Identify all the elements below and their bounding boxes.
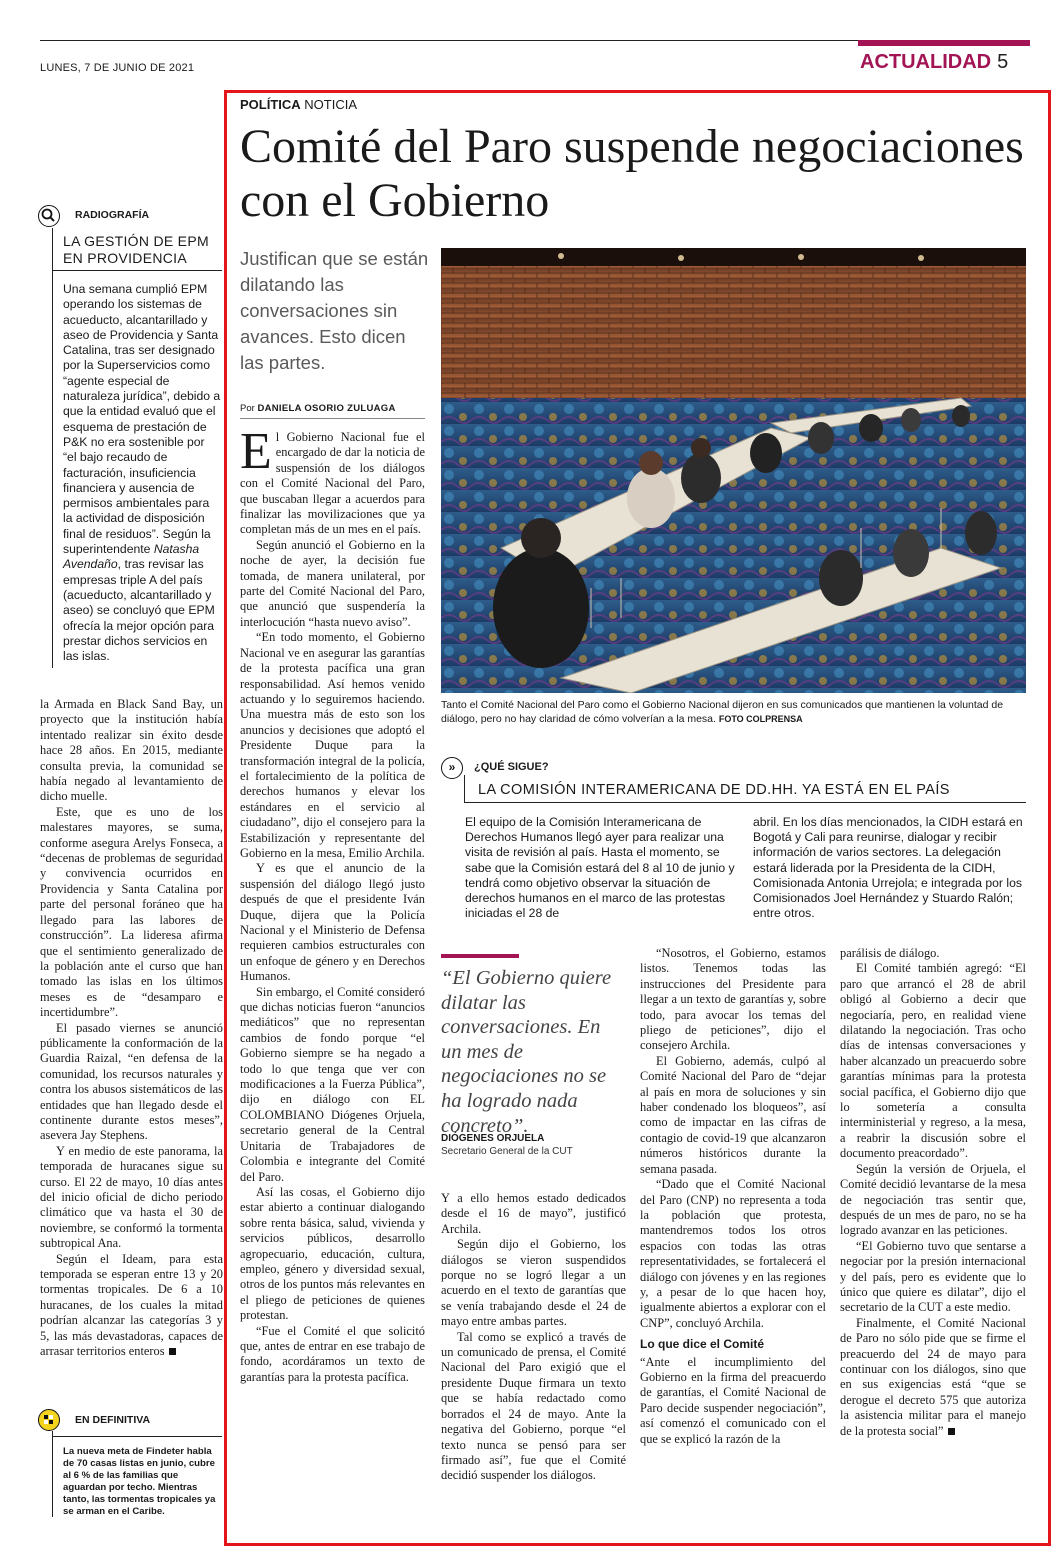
end-of-article-mark (948, 1428, 955, 1435)
radiografia-person: Natasha Avendaño (63, 542, 200, 572)
checker-icon (38, 1409, 60, 1431)
kicker-type: NOTICIA (304, 97, 358, 112)
article-column-2 (441, 1191, 626, 1484)
article-column-4 (840, 946, 1026, 1439)
en-definitiva-label: EN DEFINITIVA (75, 1414, 151, 1426)
checker-glyph (39, 1410, 58, 1429)
que-sigue-rule-vertical (464, 775, 465, 803)
section-header (860, 51, 1008, 74)
byline-prefix: Por (240, 403, 255, 414)
paragraph: El Gobierno Nacional fue el encargado de dar la noticia de suspensión de los diálogos con el Comité Nacional del Paro, que buscaban llegar a acuerdos para finalizar las movilizaciones que ya completan más de un mes en el país. (240, 423, 425, 537)
que-sigue-title: LA COMISIÓN INTERAMERICANA DE DD.HH. YA ESTÁ EN EL PAÍS (478, 782, 950, 798)
que-sigue-label: ¿QUÉ SIGUE? (474, 761, 549, 773)
paragraph: Según anunció el Gobierno en la noche de ayer, la decisión fue tomada, de manera unilateral, por parte del Comité Nacional del Paro, que anunció que suspendería la interlocución “hasta nuevo aviso”. (240, 537, 425, 629)
article-column-3 (640, 946, 826, 1447)
meeting-hall-photo (441, 248, 1026, 693)
paragraph: “Dado que el Comité Nacional del Paro (CNP) no representa a toda la población que protesta, mantendremos todos los otros espacios con todas las otras representatividades, se fortalecerá el diálogo con jóvenes y en las regiones y, a pesar de lo que hacen hoy, igualmente abiertos a explorar con el CNP”, concluyó Archila. (640, 1177, 826, 1330)
paragraph: la Armada en Black Sand Bay, un proyecto que la institución había intentado realizar sin éxito desde hace 28 años. En 2015, mediante consulta previa, la comunidad se había negado al levantamiento de dicho muelle. (40, 697, 223, 804)
section-name: ACTUALIDAD (860, 51, 992, 73)
paragraph: “Fue el Comité el que solicitó que, antes de entrar en ese trabajo de fondo, acordáramos un texto de garantías para la protesta pacífica. (240, 1323, 425, 1384)
paragraph: Así las cosas, el Gobierno dijo estar abierto a continuar dialogando sobre renta básica, salud, vivienda y servicios públicos, desarrollo agropecuario, educación, cultura, empleo, género y diversidad sexual, otros de los puntos más relevantes en el pliego de peticiones de quienes protestan. (240, 1184, 425, 1323)
caption-text: Tanto el Comité Nacional del Paro como el Gobierno Nacional dijeron en sus comunicados que mantienen la voluntad de diálogo, pero no hay claridad de cómo volverían a la mesa. (441, 699, 1004, 725)
paragraph: “Nosotros, el Gobierno, estamos listos. Tenemos todas las instrucciones del Presidente para llegar a un texto de garantías y, sobre todo, para avocar los temas del pliego de peticiones”, dijo el consejero Archila. (640, 946, 826, 1053)
article-lead: Justifican que se están dilatando las conversaciones sin avances. Esto dicen las partes. (240, 248, 429, 373)
paragraph: Este, que es uno de los malestares mayores, se suma, conforme asegura Arelys Fonseca, a “decenas de problemas de seguridad y convivencia ocurridos en Providencia y Santa Catalina por parte del personal foráneo que ha llegado para las labores de construcción”. La lideresa afirma que el sentimiento generalizado de la población ante el curso que han tomado las islas en los últimos meses es de “desamparo e incertidumbre”. (40, 804, 223, 1020)
paragraph: Finalmente, el Comité Nacional de Paro no sólo pide que se firme el preacuerdo del 24 de mayo para continuar con los diálogos, sino que en sus exigencias está “que se derogue el decreto 575 que autoriza la asistencia militar para el manejo de la protesta social” (840, 1315, 1026, 1438)
paragraph: Según dijo el Gobierno, los diálogos se vieron suspendidos porque no se logró llegar a un acuerdo en el texto de garantías que se venía trabajando desde el 24 de mayo entre ambas partes. (441, 1237, 626, 1329)
radiografia-rule-vertical (52, 228, 53, 668)
photo-caption (441, 698, 1026, 726)
article-photo (441, 248, 1026, 693)
paragraph: “En todo momento, el Gobierno Nacional ve en asegurar las garantías de la protesta pacífica una gran responsabilidad. Así hemos venido actuando y lo seguiremos haciendo. Una muestra más de esto son los anuncios y decisiones que adoptó el Presidente Duque para la transformación integral de la policía, el fortalecimiento de la política de derechos humanos y elevar los estándares en el servicio al ciudadano”, dijo el consejero para la Estabilización y representante del Gobierno en la mesa, Emilio Archila. (240, 630, 425, 860)
kicker-section: POLÍTICA (240, 97, 301, 112)
paragraph: Tal como se explicó a través de un comunicado de prensa, el Comité Nacional del Paro exigió que el presidente Duque firmara un texto que se había redactado como borrados el 24 de mayo. Ante la negativa del Gobierno, porque “el texto nunca se pensó para ser firmado así”, fue que el Comité decidió suspender los diálogos. (441, 1329, 626, 1483)
radiografia-title: LA GESTIÓN DE EPM EN PROVIDENCIA (63, 233, 209, 266)
que-sigue-text-b: abril. En los días mencionados, la CIDH estará en Bogotá y Cali para reunirse, dialogar y recibir información de varios sectores. La delegación estará liderada por la Presidenta de la CIDH, Comisionada Antonia Urrejola; e integrada por los Comisionados Joel Hernández y Stuardo Ralón; entre otros. (753, 815, 1023, 921)
pull-quote: “El Gobierno quiere dilatar las conversaciones. En un mes de negociaciones no se ha logrado nada concreto”. (441, 967, 612, 1137)
double-chevron-icon: » (441, 757, 463, 779)
end-of-article-mark (169, 1348, 176, 1355)
radiografia-text: Una semana cumplió EPM operando los sistemas de acueducto, alcantarillado y aseo de Providencia y Santa Catalina, tras ser designado por la Superservicios como “agente especial de naturaleza jurídica”, debido a que la entidad evaluó que el esquema de prestación de P&K no era sostenible por “el bajo recaudo de facturación, insuficiencia financiera y ausencia de permisos ambientales para la actividad de disposición final de residuos”. Según la superintendente Natasha Avendaño, tras revisar las empresas triple A del país (acueducto, alcantarillado y aseo) se concluyó que EPM ofrecía la mejor opción para prestar dichos servicios en las islas. (63, 282, 221, 664)
paragraph: El Comité también agregó: “El paro que arrancó el 28 de abril obligó al Gobierno a decir que negociaría, pero, en realidad viene dilatando la negociación. Tras ocho días de intensas conversaciones y haber alcanzado un preacuerdo sobre garantías mínimas para la protesta social pacífica, el Gobierno dijo que lo sometería a consulta interministerial y regreso, a la mesa, a reabrir la discusión sobre el documento preacordado”. (840, 961, 1026, 1161)
quote-author-role: Secretario General de la CUT (441, 1146, 573, 1157)
drop-cap: E (240, 423, 272, 480)
paragraph: Sin embargo, el Comité consideró que dichas noticias fueron “anuncios mediáticos” que no representan cambios de fondo porque “el Gobierno siempre se ha negado a todo lo que tenga que ver con modificaciones a la Fuerza Pública”, dijo en diálogo con EL COLOMBIANO Diógenes Orjuela, secretario general de la Central Unitaria de Trabajadores de Colombia e integrante del Comité del Paro. (240, 984, 425, 1184)
subheading: Lo que dice el Comité (640, 1337, 765, 1352)
en-definitiva-rule-vertical (52, 1431, 53, 1517)
paragraph: parálisis de diálogo. (840, 946, 940, 960)
article-column-1 (240, 423, 425, 1385)
edition-date: LUNES, 7 DE JUNIO DE 2021 (40, 62, 195, 74)
magnifier-glyph (39, 206, 58, 225)
byline-author: DANIELA OSORIO ZULUAGA (257, 403, 396, 414)
page-number: 5 (997, 51, 1009, 73)
en-definitiva-text: La nueva meta de Findeter habla de 70 casas listas en junio, cubre al 6 % de las familias que aguardan por techo. Mientras tanto, las tormentas tropicales ya se arman en el Caribe. (63, 1446, 216, 1517)
photo-credit: FOTO COLPRENSA (718, 714, 803, 724)
byline (240, 403, 396, 414)
paragraph: Y es que el anuncio de la suspensión del diálogo llegó justo después de que el presidente Iván Duque, dijera que la Policía Nacional y el Ministerio de Defensa requieren cambios estructurales con un enfoque de género y en Derechos Humanos. (240, 861, 425, 984)
paragraph: Según el Ideam, para esta temporada se esperan entre 13 y 20 tormentas tropicales. De 6 a 10 huracanes, de los cuales la mitad podrían alcanzar las categorías 3 y 5, las más devastadoras, capaces de arrasar territorios enteros (40, 1251, 223, 1359)
section-bar (858, 40, 1030, 46)
byline-rule (240, 418, 425, 419)
paragraph: “Ante el incumplimiento del Gobierno en la firma del preacuerdo de garantías, el Comité Nacional de Paro decide suspender negociación”, así comenzó el comunicado con el que se explicó la razón de la (640, 1354, 826, 1446)
article-kicker (240, 97, 357, 112)
que-sigue-text-a: El equipo de la Comisión Interamericana de Derechos Humanos llegó ayer para realizar una visita de revisión al país. Hasta el momento, se sabe que la Comisión estará del 8 al 10 de junio y tendrá como objetivo observar la situación de derechos humanos en el marco de las protestas iniciadas el 28 de (465, 815, 735, 921)
en-definitiva-rule (52, 1436, 222, 1437)
magnifier-icon (38, 205, 60, 227)
paragraph: Y en medio de este panorama, la temporada de huracanes sigue su curso. El 22 de mayo, 10 días antes del inicio oficial de dicho periodo climático que va hasta el 30 de noviembre, se conformó la tormenta subtropical Ana. (40, 1143, 223, 1251)
paragraph: Según la versión de Orjuela, el Comité decidió levantarse de la mesa de negociación tras sentir que, después de un mes de paro, no se ha logrado avanzar en las peticiones. (840, 1161, 1026, 1238)
article-headline: Comité del Paro suspende negociaciones con el Gobierno (240, 120, 1024, 227)
quote-author: DIÓGENES ORJUELA (441, 1133, 545, 1144)
radiografia-rule (52, 270, 222, 271)
paragraph: El Gobierno, además, culpó al Comité Nacional del Paro de “dejar al país en mora de soluciones y sin haber condenado los bloqueos”, así como de impactar en las cifras de contagio de covid-19 que alcanzaron números históricos durante la semana pasada. (640, 1053, 826, 1176)
left-article-column (40, 697, 223, 1359)
paragraph: Y a ello hemos estado dedicados desde el 16 de mayo”, justificó Archila. (441, 1191, 626, 1236)
paragraph: El pasado viernes se anunció públicamente la conformación de la Guardia Raizal, “en defensa de la comunidad, los recursos naturales y contra los abusos sistemáticos de las entidades que han llegado desde el continente durante estos meses”, asevera Jay Stephens. (40, 1020, 223, 1143)
quote-accent-bar (441, 954, 519, 958)
radiografia-label: RADIOGRAFÍA (75, 209, 150, 221)
que-sigue-rule (464, 802, 1026, 803)
paragraph: “El Gobierno tuvo que sentarse a negociar por la presión internacional y del país, pero es evidente que lo único que quiere es dilatar”, dijo el secretario de la CUT a este medio. (840, 1238, 1026, 1315)
